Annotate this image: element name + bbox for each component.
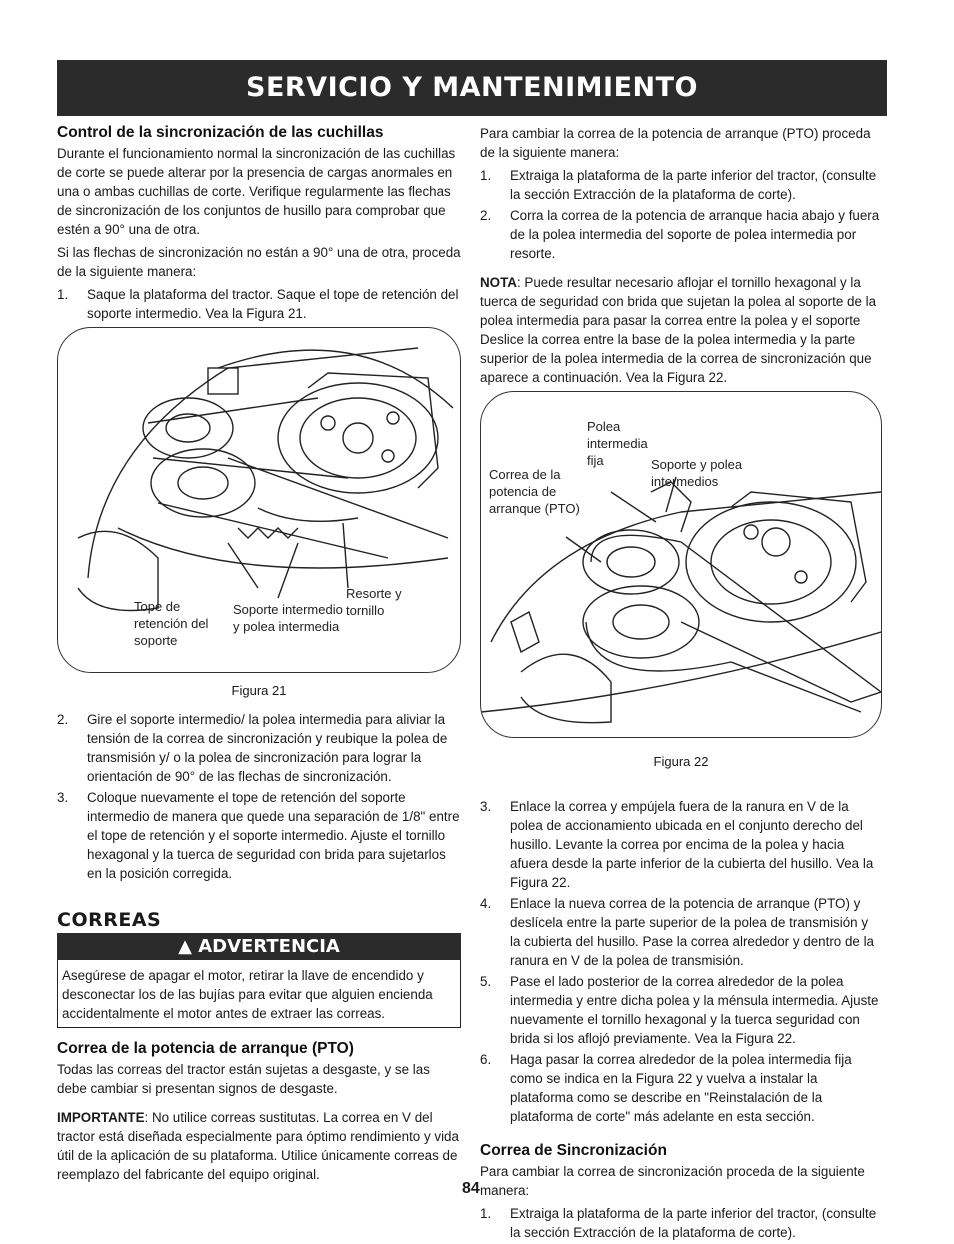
fig21-label-stop: Tope de retención del soporte — [134, 599, 209, 648]
warning-title: ADVERTENCIA — [198, 936, 340, 957]
list-item-number: 2. — [57, 712, 69, 727]
list-item-text: Pase el lado posterior de la correa alrededor de la polea intermedia y entre dicha polea y la ménsula intermedia. Ajuste nuevamente el tornillo hexagonal y la tuerca seguridad con brida si los aflojó previamente. Vea la Figura 22. — [510, 974, 879, 1046]
list-item — [480, 972, 882, 1048]
right-steps-list-b — [480, 797, 882, 1126]
list-item-number: 2. — [480, 208, 492, 223]
sync-paragraph-1: Durante el funcionamiento normal la sincronización de las cuchillas de corte se puede alterar por la presencia de cargas anormales en una o ambas cuchillas de corte. Verifique regularmente las flechas de sincronización de los conjuntos de husillo para comprobar que estén a 90° una de otra. — [57, 146, 456, 237]
fig22-label-bracket: Soporte y polea intermedios — [651, 457, 743, 489]
section-header: SERVICIO Y MANTENIMIENTO — [57, 60, 887, 116]
pto-intro: Para cambiar la correa de la potencia de arranque (PTO) proceda de la siguiente manera: — [480, 126, 871, 160]
note-text: : Puede resultar necesario aflojar el tornillo hexagonal y la tuerca de seguridad con brida que sujetan la polea al soporte de la polea intermedia para pasar la correa entre la polea y el soporte Deslice la correa entre la base de la polea intermedia y la parte superior de la polea intermedia de la correa de sincronización que aparece a continuación. Vea la Figura 22. — [480, 275, 877, 385]
list-item-number: 5. — [480, 974, 492, 989]
list-item-number: 1. — [480, 168, 492, 183]
list-item-number: 3. — [480, 799, 492, 814]
sync-paragraph-2: Si las flechas de sincronización no están a 90° una de otra, proceda de la siguiente manera: — [57, 245, 461, 279]
list-item — [57, 788, 461, 883]
list-item — [480, 797, 882, 892]
list-item-text: Coloque nuevamente el tope de retención del soporte intermedio de manera que quede una separación de 1/8" entre el tope de retención y el soporte intermedio. Ajuste el tornillo hexagonal y la tuerca de seguridad con brida para sujetarlos en la posición corregida. — [87, 790, 460, 881]
list-item — [57, 710, 461, 786]
list-item — [480, 1204, 882, 1242]
sync-belt-intro: Para cambiar la correa de sincronización proceda de la siguiente manera: — [480, 1164, 865, 1198]
fig22-label-pto-belt: Correa de la potencia de arranque (PTO) — [489, 467, 580, 516]
figure-22 — [480, 391, 882, 738]
warning-triangle-icon: ▲ — [178, 936, 199, 957]
list-item-text: Corra la correa de la potencia de arranque hacia abajo y fuera de la polea intermedia del soporte de polea intermedia por resorte. — [510, 208, 880, 261]
fig22-label-fixed-idler: Polea intermedia fija — [587, 419, 648, 468]
list-item-text: Enlace la nueva correa de la potencia de arranque (PTO) y deslícela entre la parte superior de la polea de transmisión y la cubierta del husillo. Pase la correa alrededor y dentro de la ranura en V de la polea de transmisión. — [510, 896, 874, 968]
list-item — [57, 285, 461, 323]
figure-21-caption: Figura 21 — [231, 683, 287, 698]
list-item-number: 6. — [480, 1052, 492, 1067]
fig21-label-bracket: Soporte intermedio y polea intermedia — [233, 602, 343, 634]
warning-banner — [57, 933, 461, 960]
important-label: IMPORTANTE — [57, 1110, 145, 1125]
important-paragraph — [57, 1108, 461, 1184]
warning-body: Asegúrese de apagar el motor, retirar la llave de encendido y desconectar los de las bujías para evitar que alguien encienda accidentalmente el motor antes de extraer las correas. — [57, 960, 461, 1028]
list-item-text: Gire el soporte intermedio/ la polea intermedia para aliviar la tensión de la correa de sincronización y reubique la polea de transmisión y/ o la polea de sincronización para lograr la orientación de 90° de las flechas de sincronización. — [87, 712, 448, 784]
pto-heading: Correa de la potencia de arranque (PTO) — [57, 1040, 354, 1057]
figure-22-caption: Figura 22 — [653, 754, 709, 769]
list-item — [480, 166, 882, 204]
figure-21 — [57, 327, 461, 673]
sync-heading: Control de la sincronización de las cuchillas — [57, 124, 384, 141]
list-item — [480, 894, 882, 970]
list-item — [480, 206, 882, 263]
right-column — [480, 124, 882, 1244]
list-item-number: 4. — [480, 896, 492, 911]
steps-list-a — [57, 285, 461, 323]
right-steps-list-c — [480, 1204, 882, 1242]
list-item-number: 3. — [57, 790, 69, 805]
list-item — [480, 1050, 882, 1126]
right-steps-list-a — [480, 166, 882, 263]
note-label: NOTA — [480, 275, 517, 290]
left-column — [57, 124, 461, 1188]
list-item-text: Extraiga la plataforma de la parte inferior del tractor, (consulte la sección Extracción de la plataforma de corte). — [510, 1206, 877, 1240]
sync-belt-heading: Correa de Sincronización — [480, 1142, 667, 1159]
belts-heading: CORREAS — [57, 909, 162, 931]
important-text: : No utilice correas sustitutas. La correa en V del tractor está diseñada especialmente para óptimo rendimiento y vida útil de la aplicación de su plataforma. Utilice únicamente correas de reemplazo del fabricante del equipo original. — [57, 1110, 459, 1182]
steps-list-b — [57, 710, 461, 883]
page-number: 84 — [462, 1180, 480, 1197]
list-item-text: Enlace la correa y empújela fuera de la ranura en V de la polea de accionamiento ubicada en el conjunto derecho del husillo. Levante la correa por encima de la polea y hacia afuera desde la parte inferior de la cubierta del husillo. Vea la Figura 22. — [510, 799, 874, 890]
fig21-label-spring: Resorte y tornillo — [346, 586, 402, 618]
list-item-text: Extraiga la plataforma de la parte inferior del tractor, (consulte la sección Extracción de la plataforma de corte). — [510, 168, 877, 202]
figure-22-drawing — [481, 392, 881, 737]
list-item-number: 1. — [57, 287, 69, 302]
note-paragraph — [480, 273, 882, 387]
list-item-text: Haga pasar la correa alrededor de la polea intermedia fija como se indica en la Figura 22 y vuelva a instalar la plataforma como se describe en "Reinstalación de la plataforma de corte" más adelante en esta sección. — [510, 1052, 852, 1124]
list-item-number: 1. — [480, 1206, 492, 1221]
list-item-text: Saque la plataforma del tractor. Saque el tope de retención del soporte intermedio. Vea la Figura 21. — [87, 287, 459, 321]
pto-paragraph: Todas las correas del tractor están sujetas a desgaste, y se las debe cambiar si presentan signos de desgaste. — [57, 1062, 430, 1096]
